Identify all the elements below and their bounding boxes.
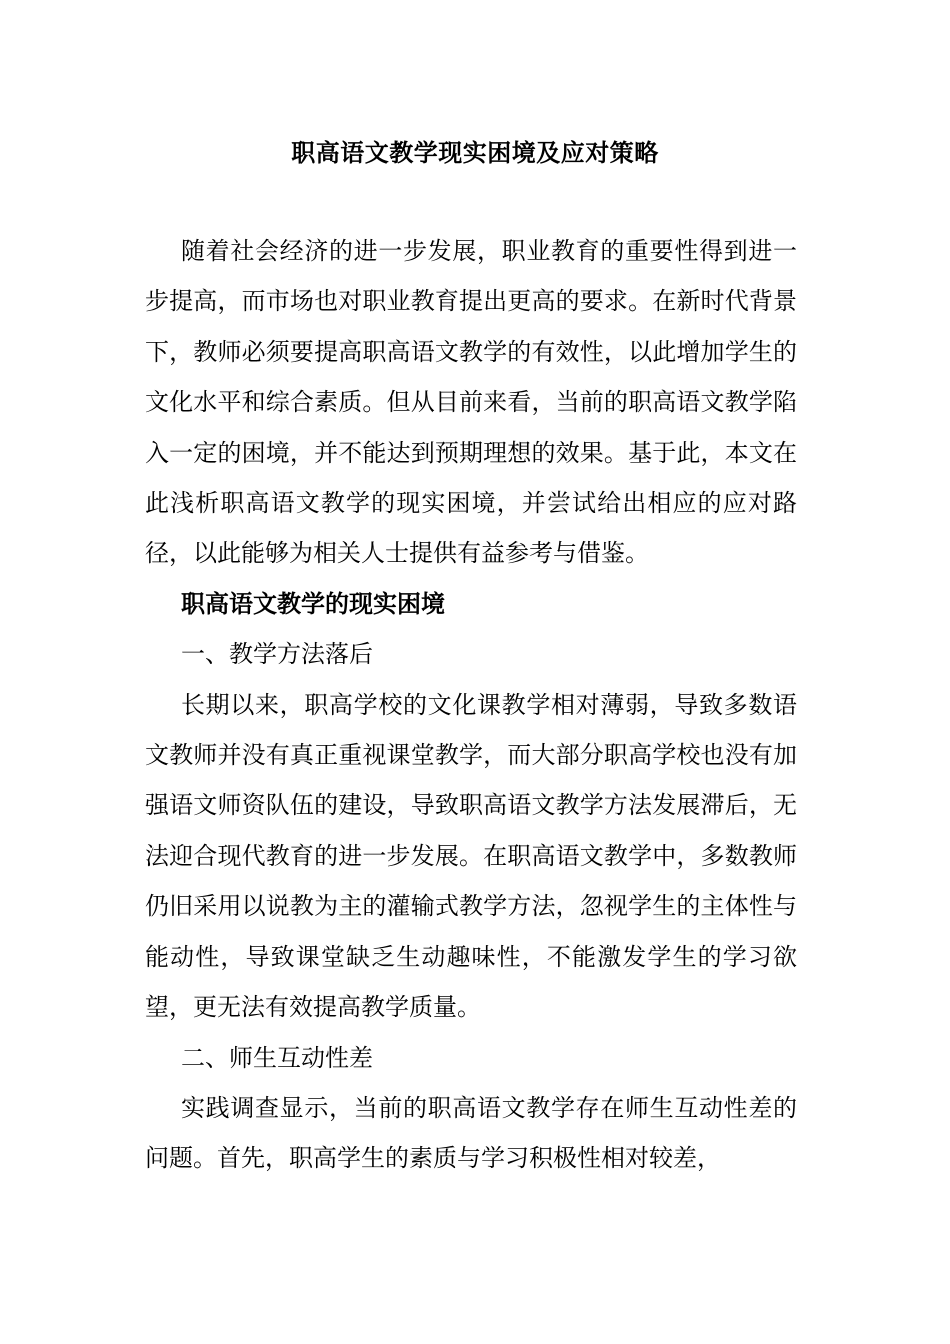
document-title: 职高语文教学现实困境及应对策略	[291, 138, 659, 167]
intro-paragraph: 随着社会经济的进一步发展，职业教育的重要性得到进一步提高，而市场也对职业教育提出更高的要求。在新时代背景下，教师必须要提高职高语文教学的有效性，以此增加学生的文化水平和综合素质。但从目前来看，当前的职高语文教学陷入一定的困境，并不能达到预期理想的效果。基于此，本文在此浅析职高语文教学的现实困境，并尝试给出相应的应对路径，以此能够为相关人士提供有益参考与借鉴。	[145, 237, 797, 568]
subsection-heading-2: 二、师生互动性差	[181, 1043, 373, 1072]
section-heading: 职高语文教学的现实困境	[181, 588, 445, 618]
document-body	[145, 226, 797, 1184]
subsection-heading-1: 一、教学方法落后	[181, 640, 373, 669]
body-paragraph-1: 长期以来，职高学校的文化课教学相对薄弱，导致多数语文教师并没有真正重视课堂教学，而大部分职高学校也没有加强语文师资队伍的建设，导致职高语文教学方法发展滞后，无法迎合现代教育的进一步发展。在职高语文教学中，多数教师仍旧采用以说教为主的灌输式教学方法，忽视学生的主体性与能动性，导致课堂缺乏生动趣味性，不能激发学生的学习欲望，更无法有效提高教学质量。	[145, 690, 797, 1022]
body-paragraph-2: 实践调查显示，当前的职高语文教学存在师生互动性差的问题。首先，职高学生的素质与学习积极性相对较差，	[145, 1093, 797, 1173]
